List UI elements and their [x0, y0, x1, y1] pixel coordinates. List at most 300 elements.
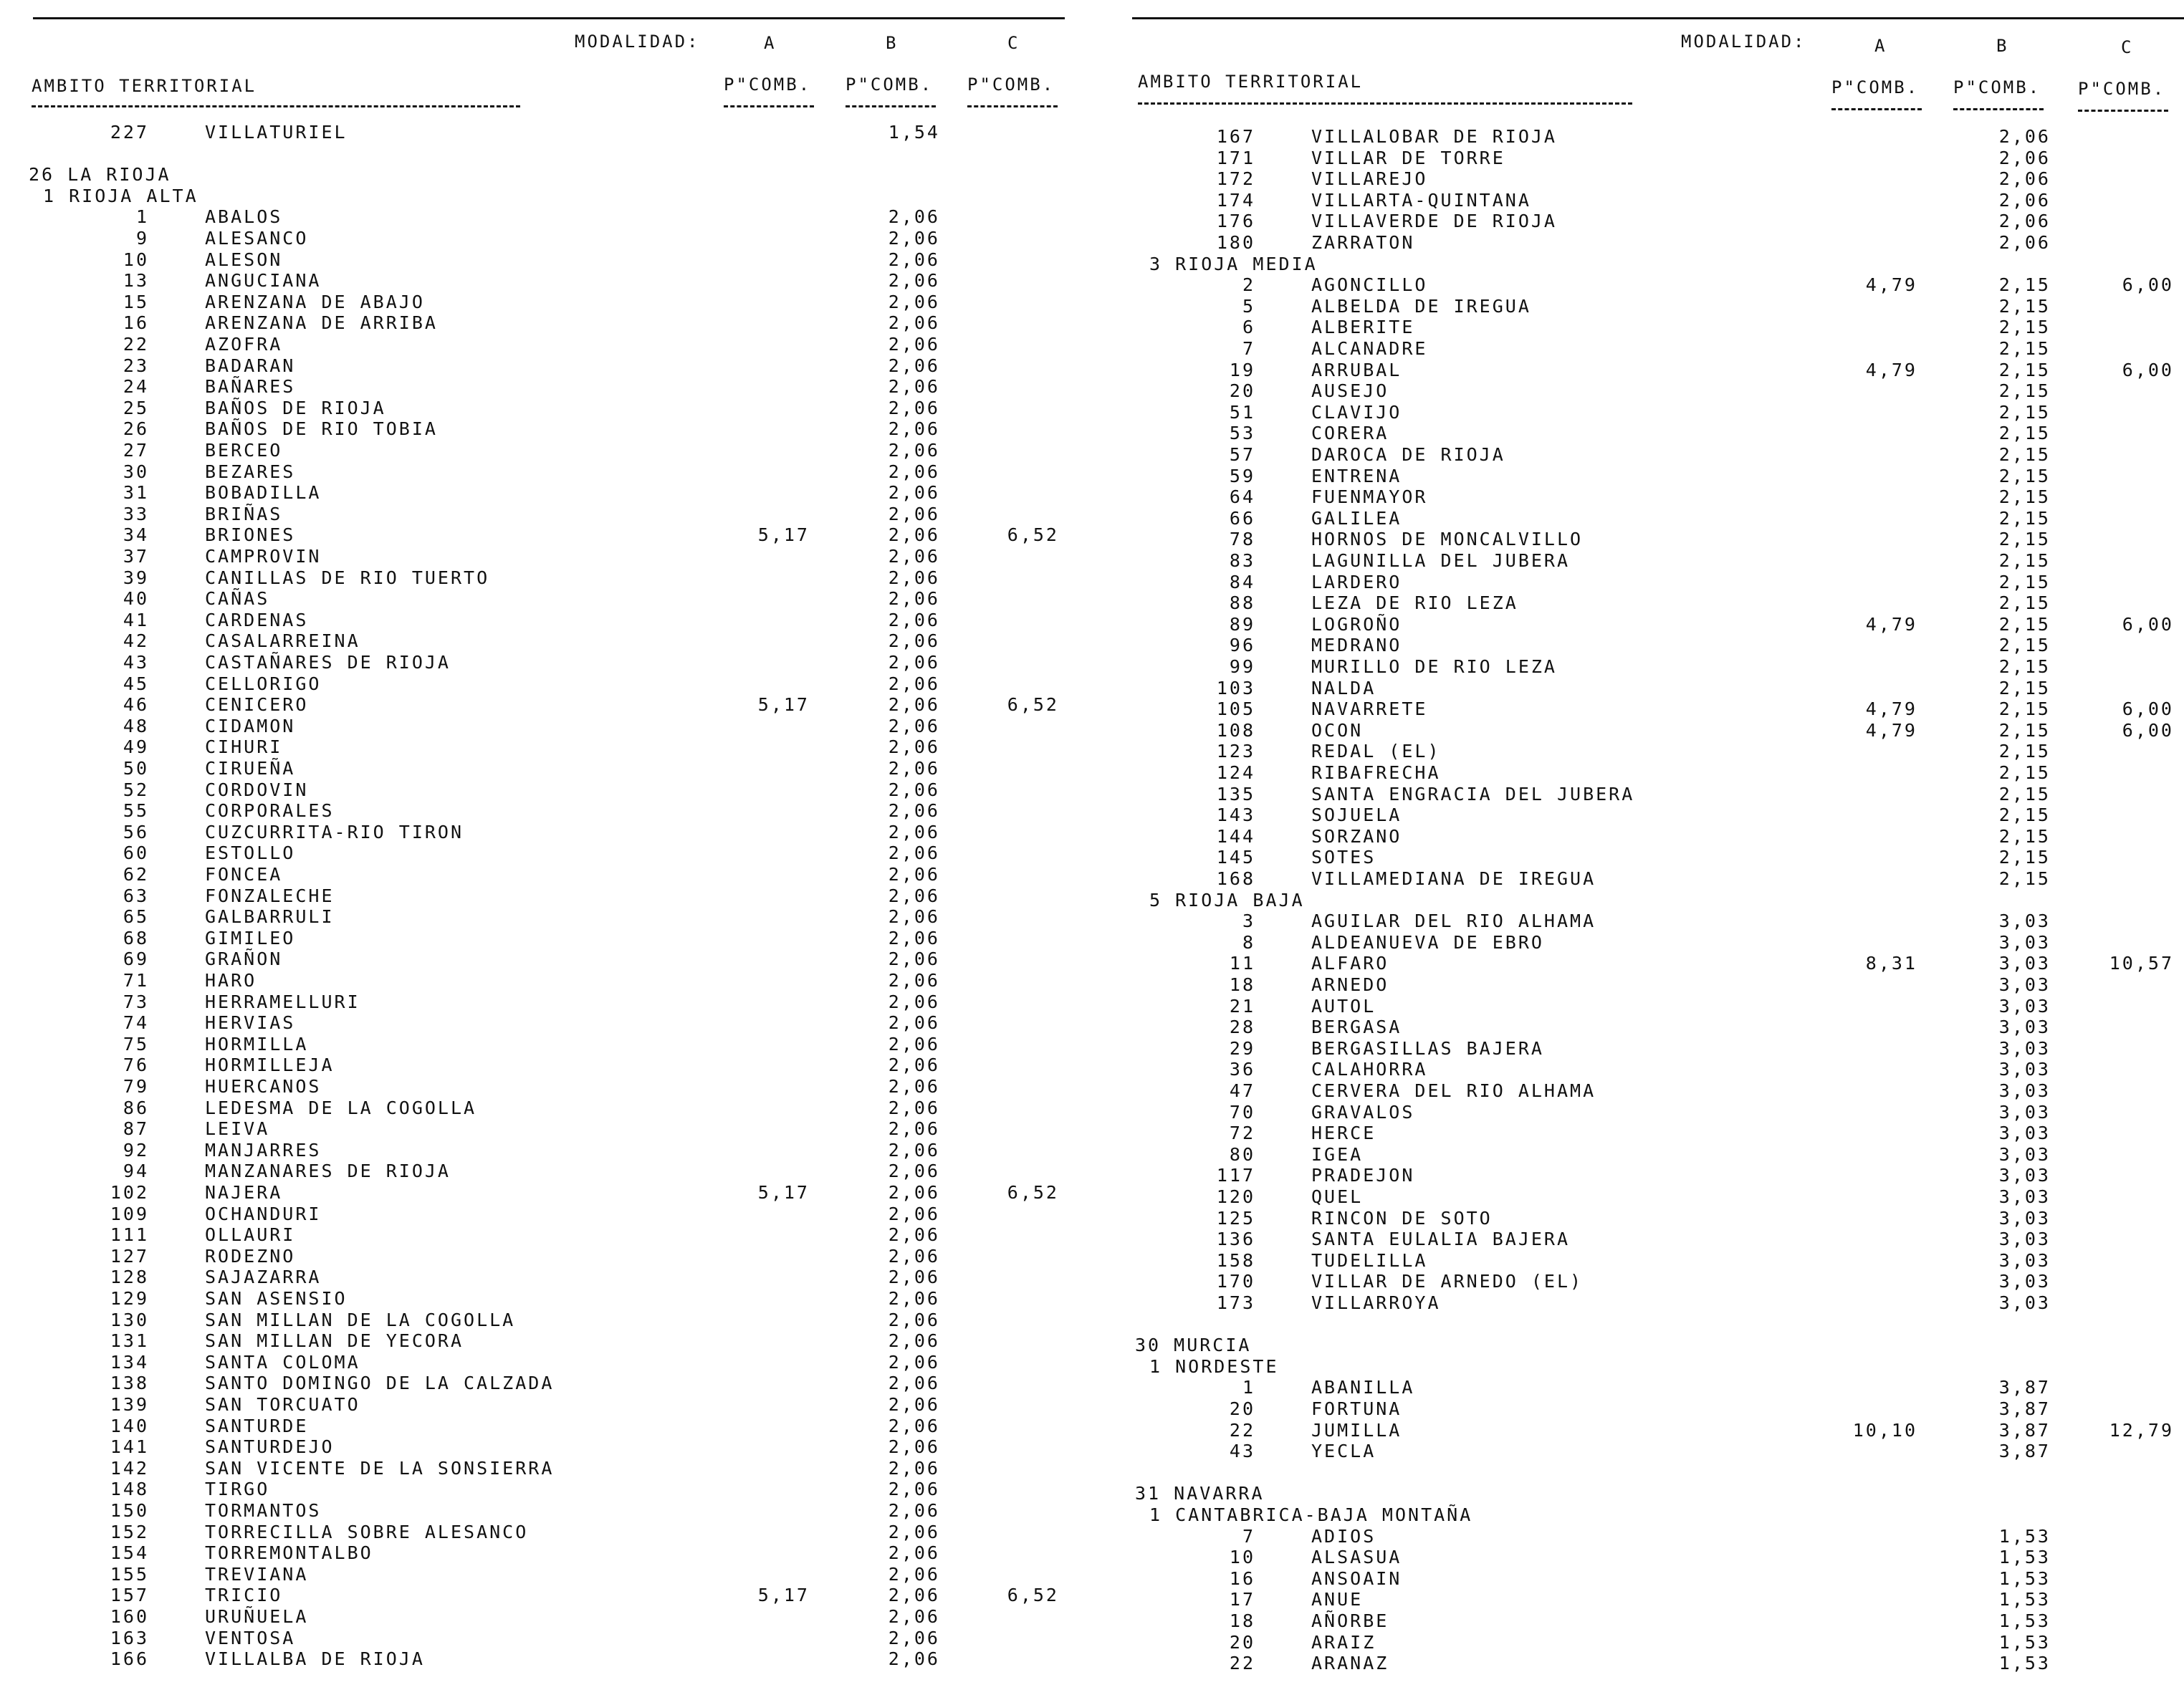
municipality-name: ANUE: [1311, 1589, 1364, 1610]
table-row: [0, 546, 1075, 567]
municipality-name: ALDEANUEVA DE EBRO: [1311, 931, 1544, 953]
table-row: [0, 949, 1075, 970]
value-a: 4,79: [1865, 719, 1917, 741]
value-b: 2,06: [888, 927, 940, 949]
value-b: 2,06: [888, 800, 940, 822]
municipality-code: 168: [1216, 868, 1255, 889]
table-row: [1118, 148, 2184, 169]
municipality-name: SANTA COLOMA: [205, 1351, 360, 1373]
value-b: 2,15: [1998, 868, 2051, 889]
municipality-name: BERGASA: [1311, 1017, 1402, 1038]
municipality-name: VILLATURIEL: [205, 122, 348, 143]
value-b: 2,06: [888, 418, 940, 440]
municipality-code: 167: [1216, 126, 1255, 147]
municipality-name: PRADEJON: [1311, 1165, 1415, 1186]
value-b: 3,87: [1998, 1398, 2051, 1419]
municipality-code: 22: [123, 334, 149, 355]
value-b: 3,03: [1998, 1292, 2051, 1313]
municipality-code: 36: [1229, 1059, 1255, 1080]
table-row: [1118, 614, 2184, 635]
municipality-code: 26: [123, 418, 149, 440]
value-b: 2,15: [1998, 635, 2051, 656]
table-row: [0, 440, 1075, 461]
table-row: [0, 800, 1075, 822]
municipality-name: FONZALECHE: [205, 885, 335, 906]
municipality-name: AÑORBE: [1311, 1610, 1389, 1631]
municipality-name: FUENMAYOR: [1311, 486, 1428, 508]
municipality-code: 145: [1216, 847, 1255, 868]
table-row: [1118, 168, 2184, 190]
table-row: [1118, 550, 2184, 572]
value-b: 2,15: [1998, 529, 2051, 550]
municipality-name: CUZCURRITA-RIO TIRON: [205, 821, 464, 842]
municipality-code: 55: [123, 800, 149, 822]
value-b: 3,87: [1998, 1441, 2051, 1462]
municipality-code: 74: [123, 1012, 149, 1034]
municipality-name: ESTOLLO: [205, 842, 296, 864]
municipality-name: BERGASILLAS BAJERA: [1311, 1037, 1544, 1059]
value-b: 2,06: [888, 1500, 940, 1521]
table-row: [0, 758, 1075, 779]
municipality-code: 148: [110, 1479, 149, 1500]
municipality-name: TORMANTOS: [205, 1500, 322, 1521]
table-row: [1118, 1102, 2184, 1123]
municipality-code: 142: [110, 1457, 149, 1479]
table-row: [1118, 911, 2184, 932]
value-c: 6,00: [2122, 719, 2174, 741]
municipality-name: JUMILLA: [1311, 1419, 1402, 1441]
municipality-name: LARDERO: [1311, 571, 1402, 592]
value-b: 2,06: [888, 1606, 940, 1627]
value-a: 4,79: [1865, 274, 1917, 296]
table-row: [1118, 698, 2184, 720]
comarca-heading: 1 RIOJA ALTA: [43, 185, 198, 206]
value-b: 2,06: [888, 1012, 940, 1034]
table-row: [1118, 953, 2184, 974]
table-row: [1118, 211, 2184, 232]
municipality-name: ALBERITE: [1311, 317, 1415, 338]
municipality-code: 23: [123, 355, 149, 376]
municipality-name: SAN VICENTE DE LA SONSIERRA: [205, 1457, 555, 1479]
table-row: [0, 1373, 1075, 1394]
table-row: [1118, 190, 2184, 211]
municipality-code: 11: [1229, 953, 1255, 974]
municipality-code: 6: [1242, 317, 1255, 338]
table-row: [0, 1098, 1075, 1119]
modalidad-label: MODALIDAD:: [1681, 32, 1806, 52]
value-c: 6,52: [1007, 524, 1059, 546]
value-b: 2,06: [888, 291, 940, 312]
header-dash-rule: [32, 105, 520, 107]
municipality-name: CORDOVIN: [205, 779, 309, 800]
municipality-name: VILLALBA DE RIOJA: [205, 1648, 425, 1670]
table-row: [1118, 1271, 2184, 1292]
table-row: [0, 504, 1075, 525]
value-b: 2,15: [1998, 677, 2051, 698]
municipality-code: 141: [110, 1436, 149, 1458]
value-a: 4,79: [1865, 613, 1917, 635]
table-row: [1118, 296, 2184, 317]
municipality-code: 7: [1242, 338, 1255, 359]
value-b: 2,15: [1998, 698, 2051, 720]
municipality-name: TIRGO: [205, 1479, 270, 1500]
value-b: 2,15: [1998, 847, 2051, 868]
value-b: 2,06: [888, 1436, 940, 1458]
municipality-name: VILLAVERDE DE RIOJA: [1311, 211, 1557, 232]
value-a: 10,10: [1852, 1419, 1917, 1441]
municipality-code: 152: [110, 1521, 149, 1542]
table-row: [1118, 974, 2184, 996]
value-b: 2,06: [888, 1288, 940, 1309]
municipality-code: 75: [123, 1033, 149, 1055]
municipality-code: 25: [123, 397, 149, 418]
municipality-code: 131: [110, 1330, 149, 1352]
value-b: 3,87: [1998, 1419, 2051, 1441]
value-b: 2,06: [888, 397, 940, 418]
municipality-name: CIHURI: [205, 736, 283, 758]
value-b: 3,87: [1998, 1377, 2051, 1398]
pcomb-b-label: P"COMB.: [846, 75, 934, 95]
table-row: [0, 567, 1075, 589]
value-b: 2,15: [1998, 359, 2051, 380]
municipality-name: VILLAR DE ARNEDO (EL): [1311, 1271, 1584, 1292]
municipality-code: 163: [110, 1627, 149, 1648]
table-row: [0, 1522, 1075, 1543]
municipality-name: CAMPROVIN: [205, 546, 322, 567]
table-row: [1118, 1186, 2184, 1208]
value-b: 2,06: [888, 906, 940, 928]
top-rule: [1132, 17, 2184, 19]
municipality-code: 48: [123, 715, 149, 736]
value-a: 5,17: [757, 1585, 810, 1606]
value-b: 3,03: [1998, 953, 2051, 974]
value-b: 2,06: [888, 1542, 940, 1564]
municipality-name: VILLALOBAR DE RIOJA: [1311, 126, 1557, 147]
value-b: 2,06: [888, 1627, 940, 1648]
table-row: [1118, 762, 2184, 784]
municipality-code: 52: [123, 779, 149, 800]
table-row: [0, 610, 1075, 631]
table-row: [1118, 1441, 2184, 1462]
table-row: [0, 1310, 1075, 1331]
value-b: 2,15: [1998, 571, 2051, 592]
table-row: [0, 630, 1075, 652]
municipality-name: SAJAZARRA: [205, 1267, 322, 1288]
value-b: 2,06: [888, 736, 940, 758]
table-row: [1118, 1568, 2184, 1590]
municipality-name: FORTUNA: [1311, 1398, 1402, 1419]
municipality-code: 42: [123, 630, 149, 652]
table-row: [0, 1330, 1075, 1352]
municipality-name: TUDELILLA: [1311, 1249, 1428, 1271]
table-row: [0, 1224, 1075, 1246]
municipality-name: CORPORALES: [205, 800, 335, 822]
municipality-name: SANTURDEJO: [205, 1436, 335, 1458]
municipality-name: GALBARRULI: [205, 906, 335, 928]
table-row: [1118, 656, 2184, 678]
municipality-code: 103: [1216, 677, 1255, 698]
table-row: [0, 122, 1075, 143]
municipality-name: NAJERA: [205, 1182, 283, 1203]
municipality-name: ANSOAIN: [1311, 1567, 1402, 1589]
municipality-code: 129: [110, 1288, 149, 1309]
municipality-name: SORZANO: [1311, 825, 1402, 847]
municipality-code: 63: [123, 885, 149, 906]
municipality-code: 87: [123, 1118, 149, 1140]
municipality-name: CIDAMON: [205, 715, 296, 736]
municipality-name: SOTES: [1311, 847, 1376, 868]
province-heading: 30 MURCIA: [1135, 1335, 1252, 1356]
municipality-code: 57: [1229, 444, 1255, 465]
municipality-name: ABANILLA: [1311, 1377, 1415, 1398]
municipality-code: 76: [123, 1055, 149, 1076]
municipality-code: 60: [123, 842, 149, 864]
table-row: [0, 1436, 1075, 1458]
col-b-header: B: [1996, 36, 2009, 56]
municipality-name: IGEA: [1311, 1143, 1364, 1165]
municipality-code: 171: [1216, 147, 1255, 168]
municipality-name: FONCEA: [205, 864, 283, 885]
value-b: 2,06: [1998, 126, 2051, 147]
col-c-header: C: [1007, 33, 1020, 53]
table-row: [1118, 784, 2184, 805]
municipality-name: ENTRENA: [1311, 465, 1402, 486]
municipality-code: 20: [1229, 380, 1255, 402]
value-b: 1,53: [1998, 1653, 2051, 1674]
municipality-code: 18: [1229, 974, 1255, 995]
municipality-name: AGONCILLO: [1311, 274, 1428, 296]
value-b: 2,06: [1998, 168, 2051, 190]
table-row: [0, 1458, 1075, 1479]
value-b: 2,06: [888, 1585, 940, 1606]
table-row: [0, 588, 1075, 610]
municipality-code: 166: [110, 1648, 149, 1670]
value-c: 6,00: [2122, 698, 2174, 720]
municipality-code: 84: [1229, 571, 1255, 592]
value-b: 2,06: [888, 1055, 940, 1076]
value-b: 2,06: [888, 228, 940, 249]
comarca-heading: 3 RIOJA MEDIA: [1149, 253, 1318, 274]
municipality-code: 27: [123, 440, 149, 461]
municipality-code: 40: [123, 588, 149, 610]
value-b: 2,15: [1998, 656, 2051, 677]
municipality-code: 78: [1229, 529, 1255, 550]
municipality-code: 125: [1216, 1207, 1255, 1229]
municipality-code: 2: [1242, 274, 1255, 296]
municipality-code: 65: [123, 906, 149, 928]
table-row: [0, 842, 1075, 864]
value-b: 3,03: [1998, 1037, 2051, 1059]
table-row: [0, 1479, 1075, 1500]
table-row: [1118, 826, 2184, 847]
col-a-header: A: [764, 33, 777, 53]
spacer-row: [1118, 1314, 2184, 1335]
municipality-name: CAÑAS: [205, 588, 270, 610]
municipality-name: HORMILLEJA: [205, 1055, 335, 1076]
value-b: 1,53: [1998, 1610, 2051, 1631]
municipality-name: BERCEO: [205, 440, 283, 461]
municipality-code: 120: [1216, 1186, 1255, 1207]
table-row: [0, 779, 1075, 801]
value-b: 2,15: [1998, 401, 2051, 423]
municipality-name: CARDENAS: [205, 609, 309, 630]
value-b: 2,06: [888, 1394, 940, 1415]
municipality-name: ADIOS: [1311, 1525, 1376, 1547]
table-row: [0, 1140, 1075, 1161]
value-b: 2,06: [888, 864, 940, 885]
table-row: [1118, 1038, 2184, 1060]
comarca-heading: 1 CANTABRICA-BAJA MONTAÑA: [1149, 1504, 1473, 1525]
table-row: [0, 673, 1075, 695]
municipality-name: MURILLO DE RIO LEZA: [1311, 656, 1557, 677]
value-b: 3,03: [1998, 974, 2051, 995]
municipality-name: SANTA EULALIA BAJERA: [1311, 1229, 1571, 1250]
value-b: 2,06: [888, 1521, 940, 1542]
municipality-name: QUEL: [1311, 1186, 1364, 1207]
municipality-code: 124: [1216, 762, 1255, 783]
value-b: 2,06: [888, 588, 940, 610]
value-b: 2,06: [888, 821, 940, 842]
header-dash-rule: [2078, 110, 2168, 112]
municipality-name: HERVIAS: [205, 1012, 296, 1034]
table-row: [1118, 466, 2184, 487]
value-b: 2,15: [1998, 550, 2051, 571]
value-b: 2,06: [888, 206, 940, 228]
table-row: [0, 1648, 1075, 1670]
municipality-name: ARRUBAL: [1311, 359, 1402, 380]
value-b: 2,06: [888, 694, 940, 716]
municipality-name: CIRUEÑA: [205, 758, 296, 779]
municipality-code: 22: [1229, 1653, 1255, 1674]
value-b: 2,15: [1998, 338, 2051, 359]
spacer-row: [0, 143, 1075, 165]
table-row: [1118, 338, 2184, 360]
value-b: 2,15: [1998, 295, 2051, 317]
municipality-code: 16: [1229, 1567, 1255, 1589]
municipality-name: AGUILAR DEL RIO ALHAMA: [1311, 911, 1596, 932]
municipality-code: 43: [1229, 1441, 1255, 1462]
table-row: [0, 864, 1075, 885]
table-row: [0, 1182, 1075, 1204]
value-b: 2,15: [1998, 783, 2051, 805]
municipality-name: ARENZANA DE ABAJO: [205, 291, 425, 312]
municipality-code: 56: [123, 821, 149, 842]
municipality-code: 31: [123, 482, 149, 504]
pcomb-b-label: P"COMB.: [1953, 77, 2041, 97]
value-b: 3,03: [1998, 1271, 2051, 1292]
municipality-code: 66: [1229, 507, 1255, 529]
value-b: 2,06: [888, 524, 940, 546]
table-row: [0, 524, 1075, 546]
ambito-label: AMBITO TERRITORIAL: [1138, 72, 1364, 92]
value-b: 2,06: [888, 842, 940, 864]
municipality-name: ALESANCO: [205, 228, 309, 249]
value-b: 2,06: [888, 885, 940, 906]
municipality-code: 69: [123, 949, 149, 970]
header-dash-rule: [724, 105, 814, 107]
table-row: [1118, 1398, 2184, 1420]
value-a: 4,79: [1865, 359, 1917, 380]
header-dash-rule: [1831, 108, 1922, 110]
municipality-name: CELLORIGO: [205, 673, 322, 694]
municipality-name: CLAVIJO: [1311, 401, 1402, 423]
value-b: 2,06: [888, 1203, 940, 1224]
municipality-name: CERVERA DEL RIO ALHAMA: [1311, 1080, 1596, 1101]
table-row: [0, 206, 1075, 228]
table-row: [1118, 1144, 2184, 1166]
municipality-name: BRIÑAS: [205, 503, 283, 524]
comarca-heading-row: [1118, 1356, 2184, 1378]
municipality-name: ALBELDA DE IREGUA: [1311, 295, 1531, 317]
table-row: [1118, 444, 2184, 466]
municipality-code: 1: [1242, 1377, 1255, 1398]
table-row: [0, 991, 1075, 1013]
municipality-name: TRICIO: [205, 1585, 283, 1606]
value-b: 2,06: [888, 1161, 940, 1182]
value-b: 2,06: [888, 440, 940, 461]
municipality-name: RODEZNO: [205, 1245, 296, 1267]
municipality-code: 79: [123, 1076, 149, 1097]
municipality-name: LAGUNILLA DEL JUBERA: [1311, 550, 1571, 571]
value-b: 3,03: [1998, 1186, 2051, 1207]
table-row: [1118, 678, 2184, 699]
table-row: [1118, 1589, 2184, 1610]
municipality-code: 94: [123, 1161, 149, 1182]
header-dash-rule: [1953, 108, 2044, 110]
modalidad-label: MODALIDAD:: [575, 32, 700, 52]
table-row: [0, 1076, 1075, 1098]
municipality-name: VENTOSA: [205, 1627, 296, 1648]
table-row: [0, 970, 1075, 991]
table-row: [1118, 741, 2184, 762]
table-row: [1118, 1653, 2184, 1674]
right-page-column: [1118, 0, 2184, 1700]
municipality-code: 80: [1229, 1143, 1255, 1165]
table-row: [0, 312, 1075, 334]
municipality-code: 83: [1229, 550, 1255, 571]
value-b: 3,03: [1998, 1143, 2051, 1165]
municipality-code: 24: [123, 376, 149, 398]
municipality-name: BAÑOS DE RIO TOBIA: [205, 418, 438, 440]
municipality-name: RIBAFRECHA: [1311, 762, 1441, 783]
table-row: [1118, 572, 2184, 593]
value-b: 3,03: [1998, 1249, 2051, 1271]
value-b: 2,06: [888, 1097, 940, 1118]
municipality-code: 39: [123, 567, 149, 588]
value-b: 2,06: [888, 546, 940, 567]
value-b: 2,06: [888, 1563, 940, 1585]
municipality-name: AUSEJO: [1311, 380, 1389, 402]
municipality-name: ARNEDO: [1311, 974, 1389, 995]
municipality-name: HERRAMELLURI: [205, 991, 360, 1012]
municipality-name: ARAIZ: [1311, 1631, 1376, 1653]
municipality-name: REDAL (EL): [1311, 741, 1441, 762]
municipality-name: AZOFRA: [205, 334, 283, 355]
province-heading-row: [1118, 1483, 2184, 1504]
municipality-code: 13: [123, 270, 149, 292]
municipality-code: 41: [123, 609, 149, 630]
municipality-name: ANGUCIANA: [205, 270, 322, 292]
value-b: 2,06: [888, 1309, 940, 1330]
municipality-code: 134: [110, 1351, 149, 1373]
municipality-code: 154: [110, 1542, 149, 1564]
table-row: [0, 1500, 1075, 1522]
municipality-code: 17: [1229, 1589, 1255, 1610]
province-heading-row: [1118, 1335, 2184, 1356]
municipality-code: 86: [123, 1097, 149, 1118]
header-dash-rule: [1138, 102, 1632, 105]
municipality-code: 29: [1229, 1037, 1255, 1059]
